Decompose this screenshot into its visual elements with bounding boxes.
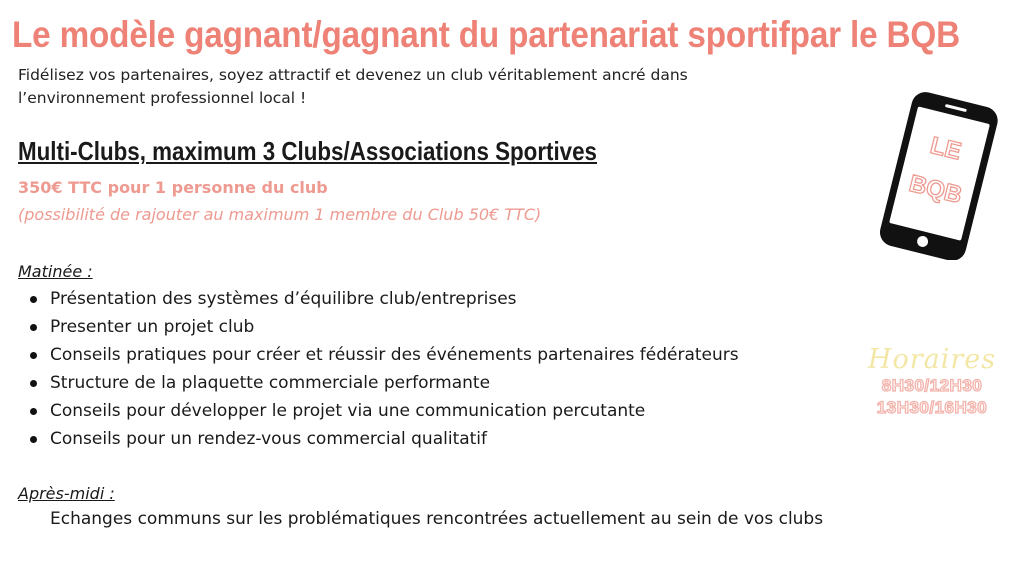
list-item-text: Conseils pratiques pour créer et réussir des événements partenaires fédérateurs	[50, 345, 739, 365]
matinee-label: Matinée :	[18, 262, 93, 281]
bullet-icon	[30, 324, 37, 331]
horaires-slot-morning: 8H30/12H30	[881, 376, 983, 395]
price-text: 350€ TTC pour 1 personne du club	[18, 178, 328, 197]
apres-midi-text: Echanges communs sur les problématiques rencontrées actuellement au sein de vos clubs	[50, 509, 824, 529]
price-note: (possibilité de rajouter au maximum 1 membre du Club 50€ TTC)	[18, 205, 542, 224]
apres-midi-label: Après-midi :	[18, 484, 115, 503]
intro-text: Fidélisez vos partenaires, soyez attractif et devenez un club véritablement ancré dans l’environnement professionnel local !	[18, 66, 688, 107]
matinee-list	[28, 285, 739, 453]
list-item	[28, 369, 739, 397]
bullet-icon	[30, 296, 37, 303]
list-item	[28, 313, 739, 341]
list-item	[28, 285, 739, 313]
horaires-title: Horaires	[867, 344, 997, 375]
list-item-text: Conseils pour un rendez-vous commercial qualitatif	[50, 429, 488, 449]
list-item-text: Presenter un projet club	[50, 317, 255, 337]
section-title: Multi-Clubs, maximum 3 Clubs/Associations Sportives	[18, 136, 597, 166]
bullet-icon	[30, 380, 37, 387]
bullet-icon	[30, 352, 37, 359]
horaires-block	[852, 344, 1012, 419]
smartphone-icon	[868, 90, 998, 260]
list-item-text: Présentation des systèmes d’équilibre club/entreprises	[50, 289, 517, 309]
phone-label-2: BQB	[906, 169, 965, 210]
list-item	[28, 397, 739, 425]
list-item-text: Structure de la plaquette commerciale performante	[50, 373, 491, 393]
list-item	[28, 341, 739, 369]
list-item-text: Conseils pour développer le projet via une communication percutante	[50, 401, 646, 421]
horaires-slot-afternoon: 13H30/16H30	[876, 398, 988, 417]
list-item	[28, 425, 739, 453]
bullet-icon	[30, 408, 37, 415]
bullet-icon	[30, 436, 37, 443]
page-title: Le modèle gagnant/gagnant du partenariat sportifpar le BQB	[12, 14, 960, 55]
phone-label-1: LE	[927, 131, 964, 166]
